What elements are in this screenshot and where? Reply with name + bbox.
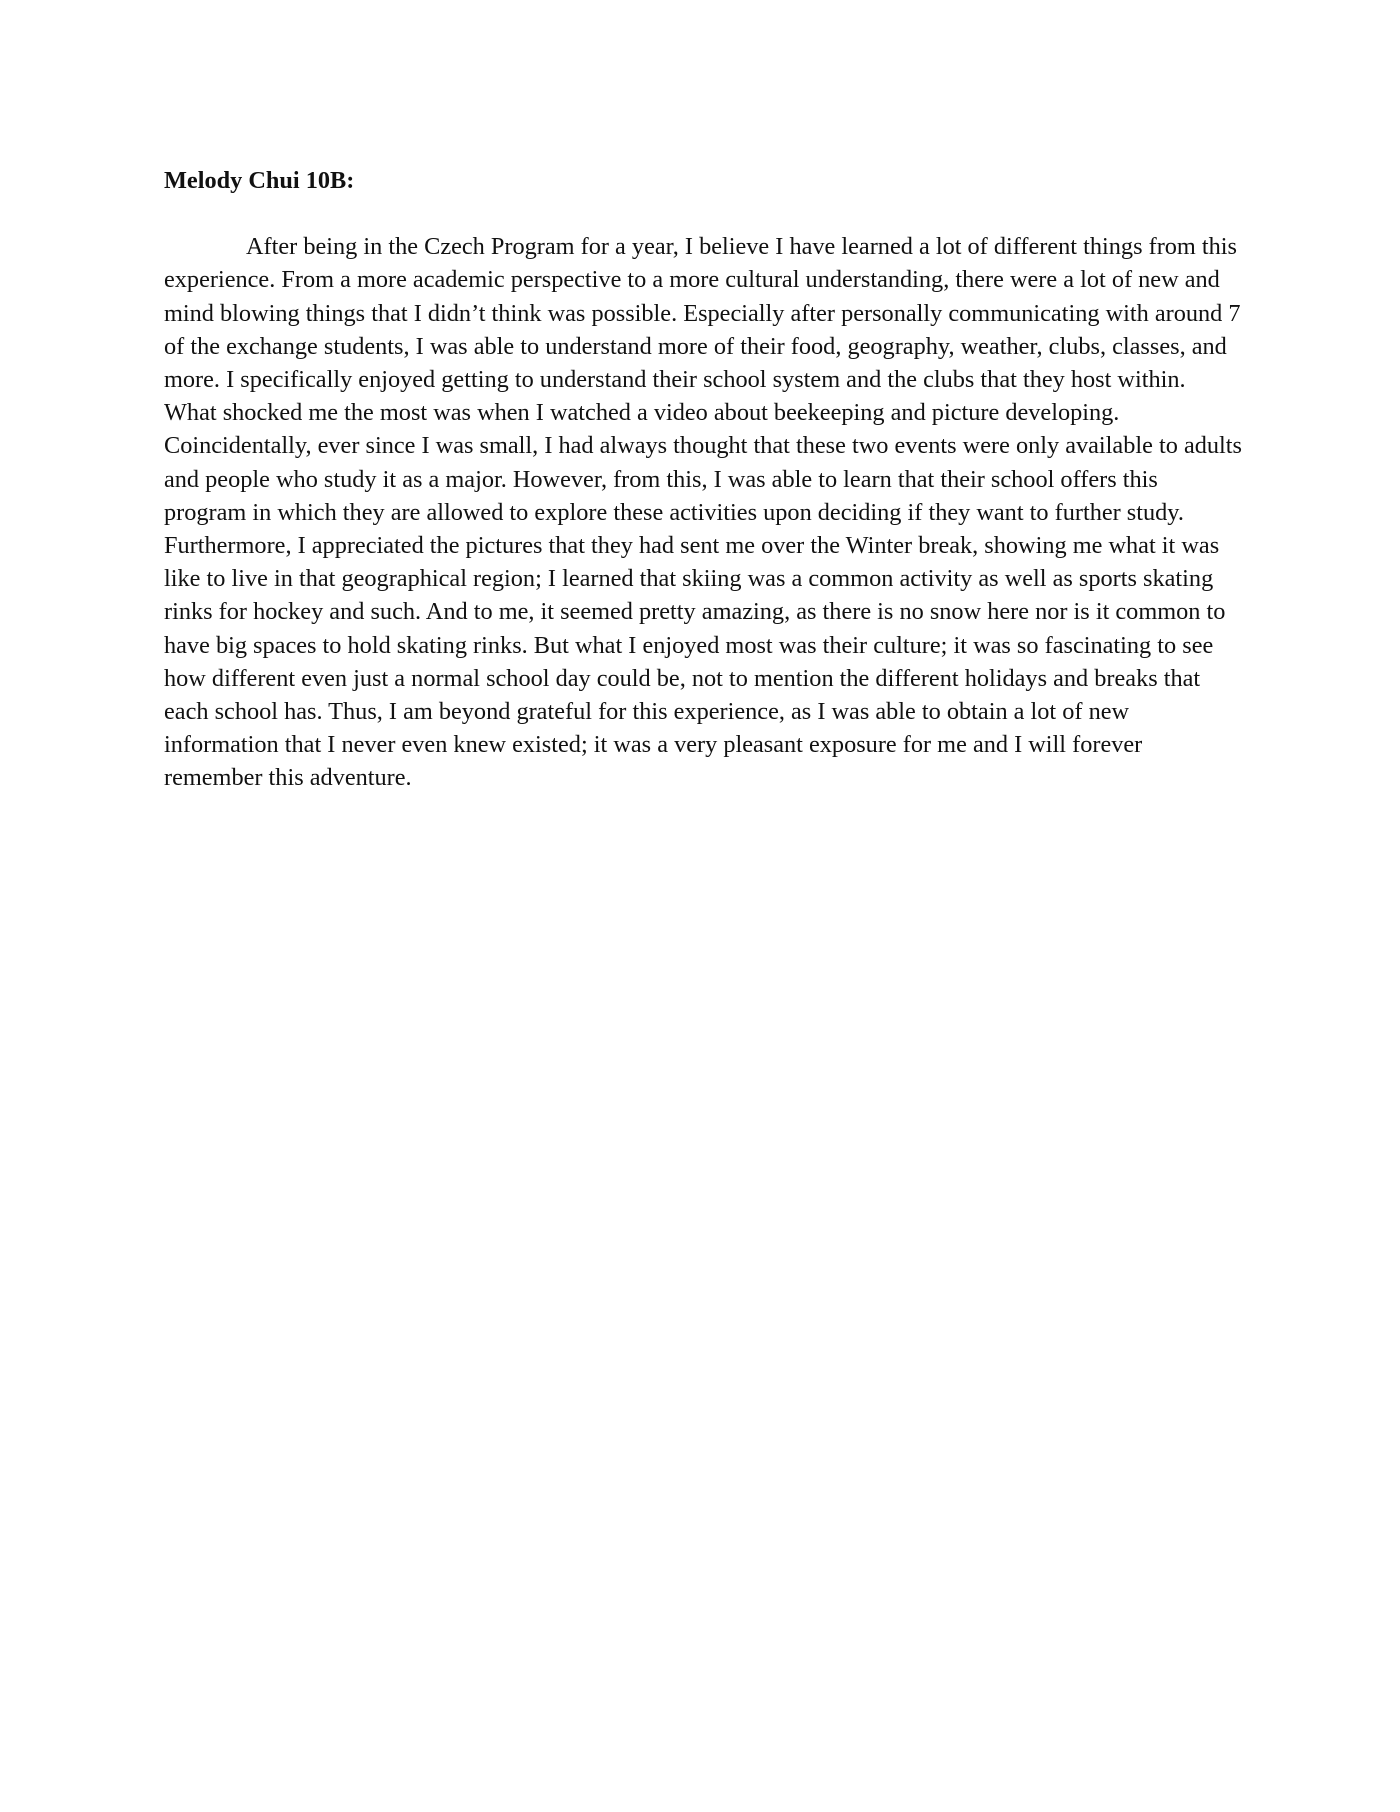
document-content bbox=[164, 164, 1242, 795]
body-paragraph: After being in the Czech Program for a year, I believe I have learned a lot of different things from this experience. From a more academic perspective to a more cultural understanding, there were a lot of new and mind blowing things that I didn’t think was possible. Especially after personally communicating with around 7 of the exchange students, I was able to understand more of their food, geography, weather, clubs, classes, and more. I specifically enjoyed getting to understand their school system and the clubs that they host within. What shocked me the most was when I watched a video about beekeeping and picture developing. Coincidentally, ever since I was small, I had always thought that these two events were only available to adults and people who study it as a major. However, from this, I was able to learn that their school offers this program in which they are allowed to explore these activities upon deciding if they want to further study. Furthermore, I appreciated the pictures that they had sent me over the Winter break, showing me what it was like to live in that geographical region; I learned that skiing was a common activity as well as sports skating rinks for hockey and such. And to me, it seemed pretty amazing, as there is no snow here nor is it common to have big spaces to hold skating rinks. But what I enjoyed most was their culture; it was so fascinating to see how different even just a normal school day could be, not to mention the different holidays and breaks that each school has. Thus, I am beyond grateful for this experience, as I was able to obtain a lot of new information that I never even knew existed; it was a very pleasant exposure for me and I will forever remember this adventure. bbox=[164, 233, 1242, 792]
document-title: Melody Chui 10B: bbox=[164, 167, 355, 194]
